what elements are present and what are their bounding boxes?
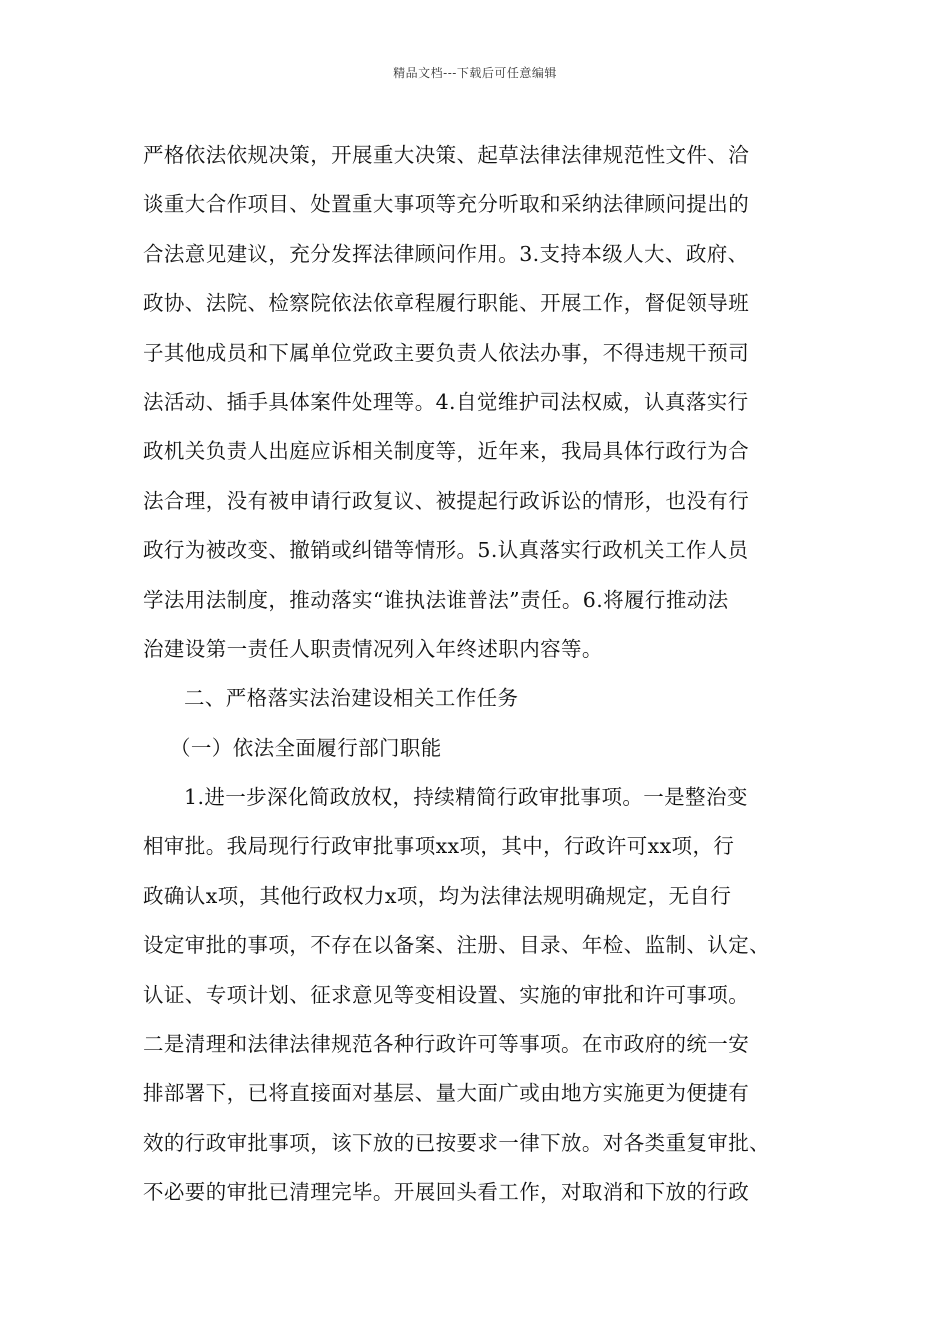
text-line: 效的行政审批事项，该下放的已按要求一律下放。对各类重复审批、 [143,1130,770,1155]
text-line: 政行为被改变、撤销或纠错等情形。5.认真落实行政机关工作人员 [143,538,749,563]
text-line: 相审批。我局现行行政审批事项xx项，其中，行政许可xx项，行 [143,834,735,859]
text-line: 认证、专项计划、征求意见等变相设置、实施的审批和许可事项。 [143,982,750,1007]
text-line: 法活动、插手具体案件处理等。4.自觉维护司法权威，认真落实行 [143,389,749,414]
text-line: 严格依法依规决策，开展重大决策、起草法律法律规范性文件、洽 [143,143,750,167]
text-line: 谈重大合作项目、处置重大事项等充分听取和采纳法律顾问提出的 [143,192,750,217]
text-line: 治建设第一责任人职责情况列入年终述职内容等。 [143,636,603,661]
text-line: 设定审批的事项，不存在以备案、注册、目录、年检、监制、认定、 [143,933,770,958]
paragraph-start-line: 1.进一步深化简政放权，持续精简行政审批事项。一是整治变 [184,785,748,810]
text-line: 二是清理和法律法律规范各种行政许可等事项。在市政府的统一安 [143,1032,750,1057]
text-line: 不必要的审批已清理完毕。开展回头看工作，对取消和下放的行政 [143,1180,750,1205]
text-line: 排部署下，已将直接面对基层、量大面广或由地方实施更为便捷有 [143,1081,750,1106]
text-line: 学法用法制度，推动落实“谁执法谁普法”责任。6.将履行推动法 [143,587,729,612]
text-line: 法合理，没有被申请行政复议、被提起行政诉讼的情形，也没有行 [143,488,750,513]
page-header: 精品文档---下载后可任意编辑 [393,66,557,80]
text-line: 政确认x项，其他行政权力x项，均为法律法规明确规定，无自行 [143,883,732,908]
text-line: 政协、法院、检察院依法依章程履行职能、开展工作，督促领导班 [143,291,750,316]
text-line: 政机关负责人出庭应诉相关制度等，近年来，我局具体行政行为合 [143,439,750,464]
section-heading: 二、严格落实法治建设相关工作任务 [184,686,519,711]
document-body [143,131,823,1218]
text-line: 合法意见建议，充分发挥法律顾问作用。3.支持本级人大、政府、 [143,241,749,266]
subsection-heading: （一）依法全面履行部门职能 [170,735,442,760]
text-line: 子其他成员和下属单位党政主要负责人依法办事，不得违规干预司 [143,340,750,365]
